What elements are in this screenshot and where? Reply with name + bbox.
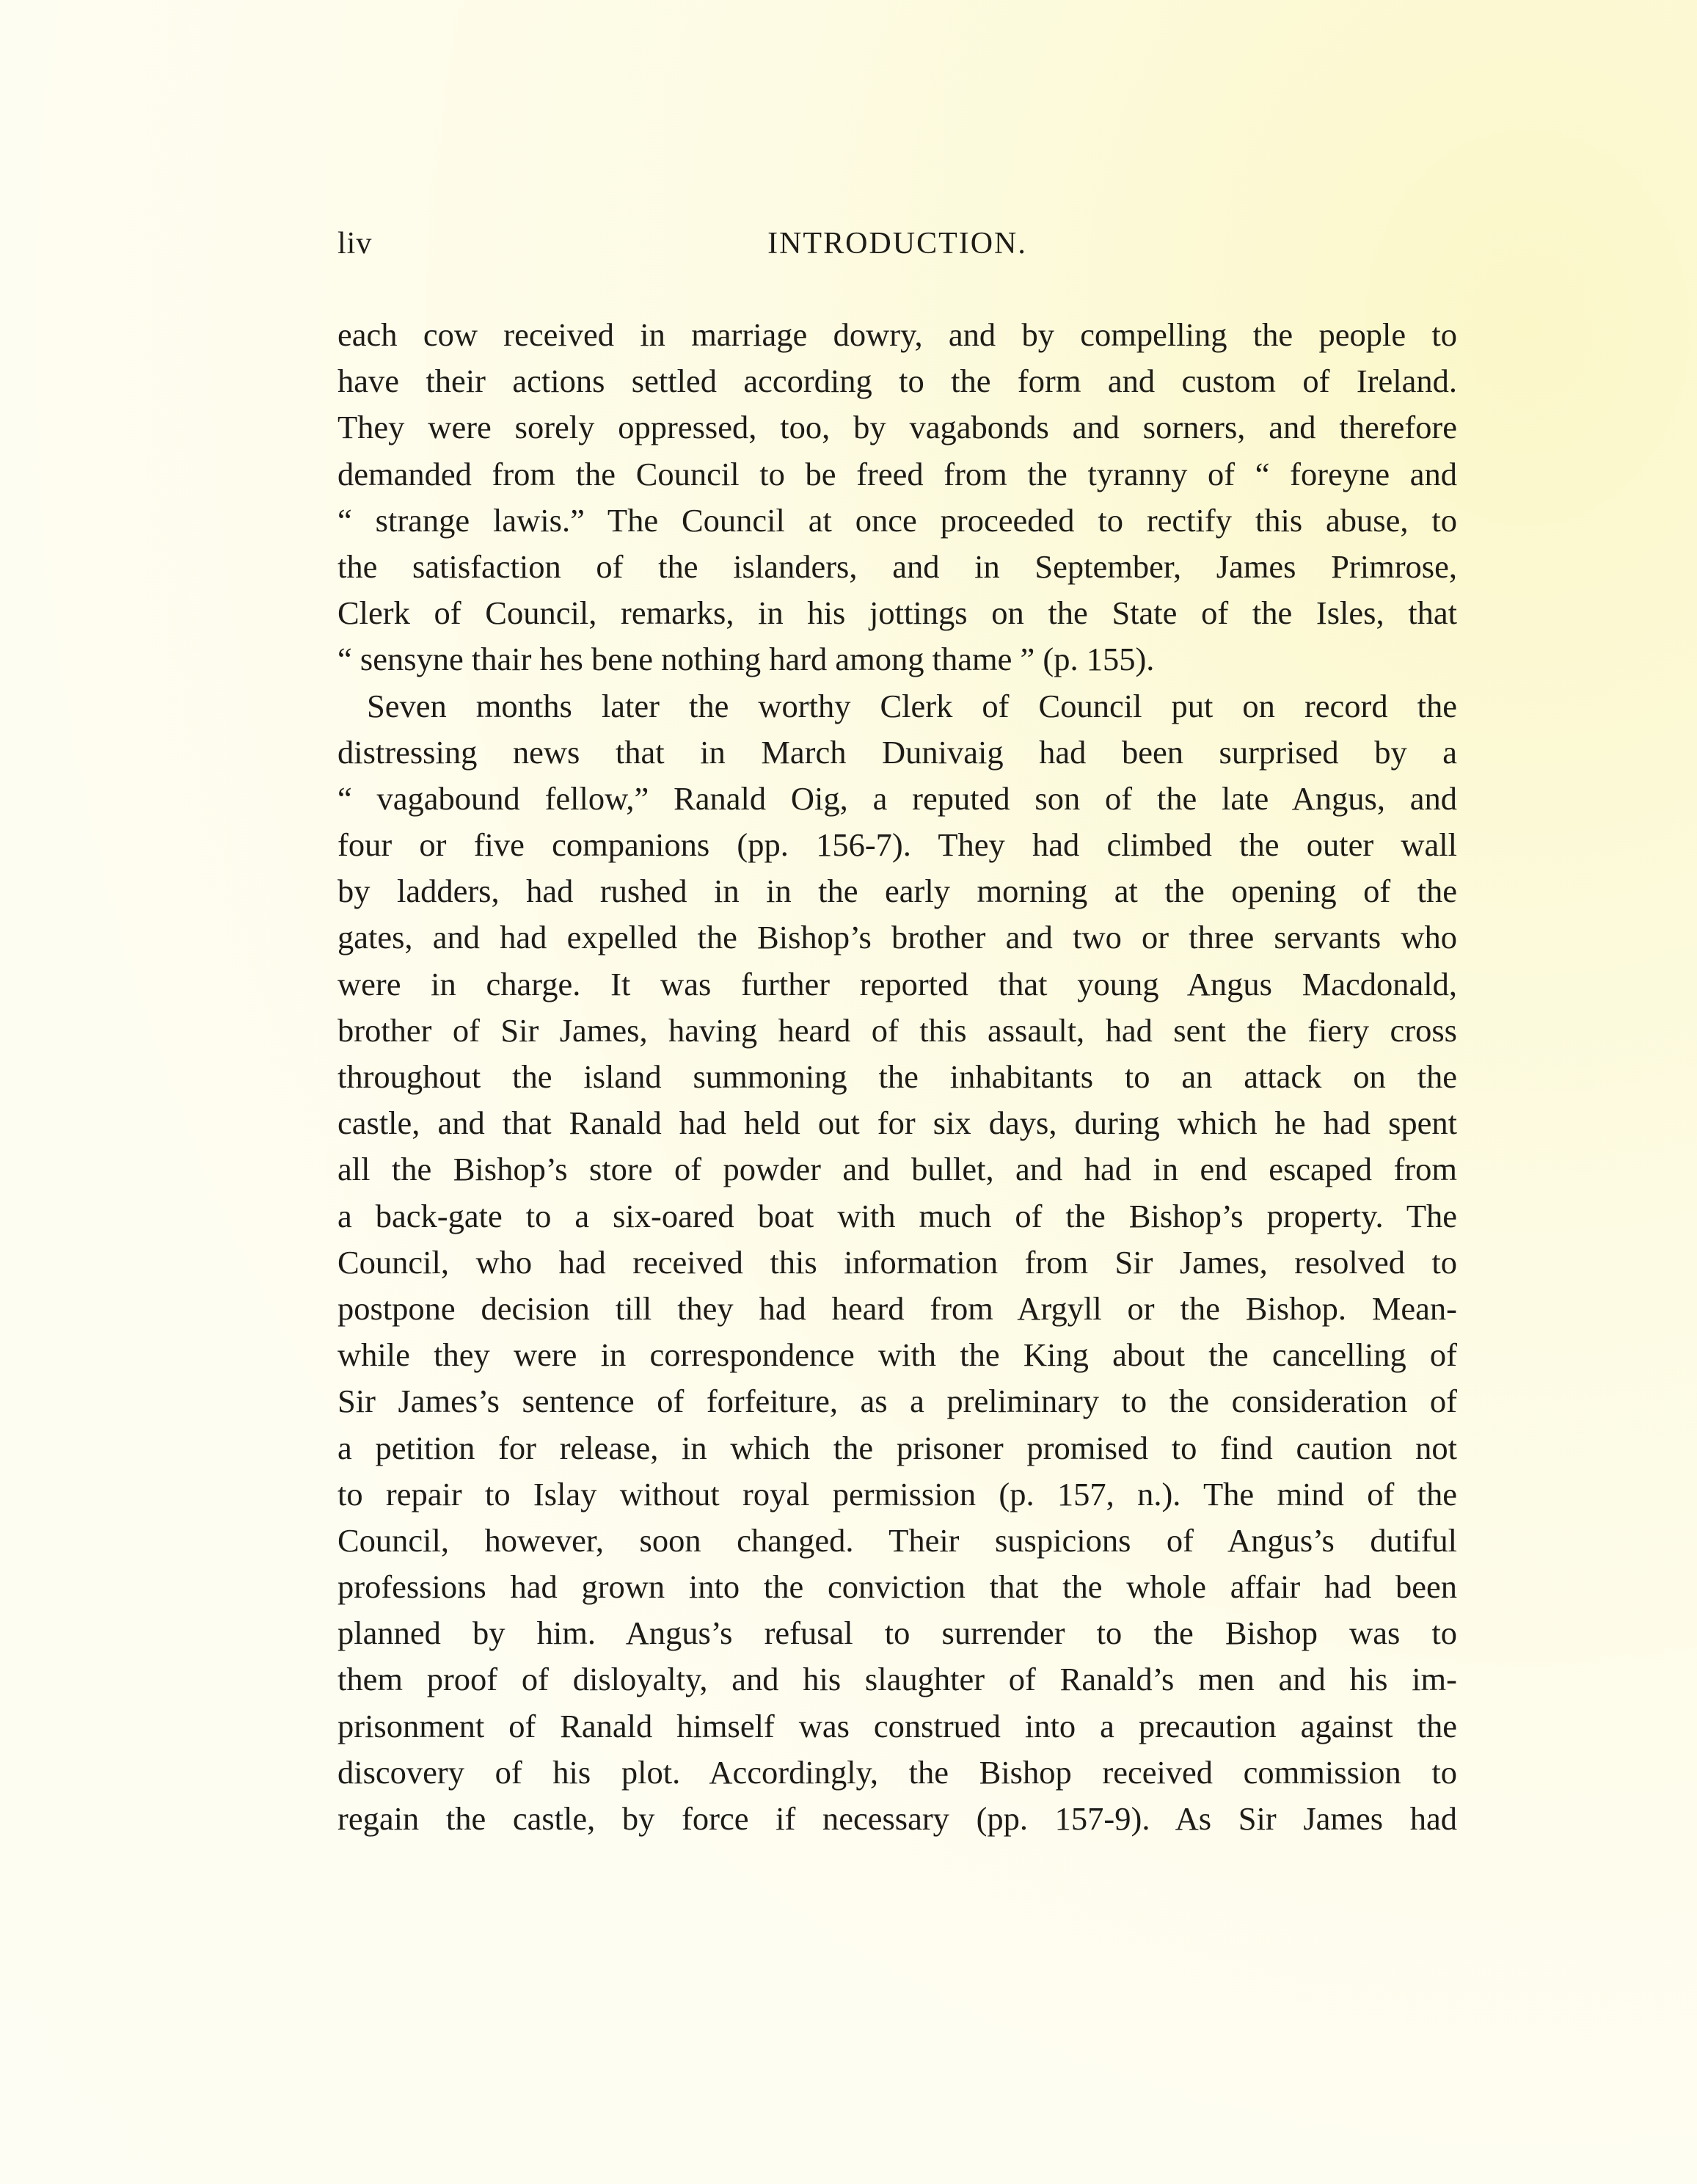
text-line: by ladders, had rushed in in the early morning at the opening of the	[337, 873, 1457, 910]
text-line: “ vagabound fellow,” Ranald Oig, a reputed son of the late Angus, and	[337, 779, 1457, 817]
text-line: “ strange lawis.” The Council at once proceeded to rectify this abuse, to	[337, 501, 1457, 539]
text-line: Sir James’s sentence of forfeiture, as a preliminary to the consideration of	[337, 1383, 1457, 1420]
text-line: distressing news that in March Dunivaig had been surprised by a	[337, 733, 1457, 771]
text-line: them proof of disloyalty, and his slaughter of Ranald’s men and his im-	[337, 1661, 1457, 1698]
text-line: postpone decision till they had heard from Argyll or the Bishop. Mean-	[337, 1289, 1457, 1327]
text-line: prisonment of Ranald himself was construed into a precaution against the	[337, 1707, 1457, 1744]
text-line: discovery of his plot. Accordingly, the Bishop received commission to	[337, 1753, 1457, 1791]
page-number: liv	[337, 227, 373, 261]
text-line: Clerk of Council, remarks, in his jottings on the State of the Isles, that	[337, 594, 1457, 632]
text-line: Council, who had received this information from Sir James, resolved to	[337, 1243, 1457, 1281]
text-line: each cow received in marriage dowry, and by compelling the people to	[337, 316, 1457, 353]
text-line: “ sensyne thair hes bene nothing hard among thame ” (p. 155).	[337, 641, 1155, 678]
text-line: four or five companions (pp. 156-7). They had climbed the outer wall	[337, 826, 1457, 864]
text-line: castle, and that Ranald had held out for six days, during which he had spent	[337, 1104, 1457, 1142]
text-line: They were sorely oppressed, too, by vagabonds and sorners, and therefore	[337, 409, 1457, 446]
text-line: a back-gate to a six-oared boat with much of the Bishop’s property. The	[337, 1197, 1457, 1234]
text-line: a petition for release, in which the prisoner promised to find caution not	[337, 1429, 1457, 1466]
running-head	[337, 226, 1457, 270]
text-line: demanded from the Council to be freed from the tyranny of “ foreyne and	[337, 455, 1457, 492]
body-text	[337, 312, 1457, 1842]
text-line: were in charge. It was further reported that young Angus Macdonald,	[337, 965, 1457, 1002]
text-line: brother of Sir James, having heard of this assault, had sent the fiery cross	[337, 1011, 1457, 1049]
text-line: planned by him. Angus’s refusal to surrender to the Bishop was to	[337, 1615, 1457, 1652]
text-line: have their actions settled according to the form and custom of Ireland.	[337, 363, 1457, 400]
text-line: all the Bishop’s store of powder and bullet, and had in end escaped from	[337, 1151, 1457, 1188]
text-line: the satisfaction of the islanders, and in September, James Primrose,	[337, 547, 1457, 585]
text-line: while they were in correspondence with the King about the cancelling of	[337, 1336, 1457, 1374]
text-line: Seven months later the worthy Clerk of Council put on record the	[367, 687, 1457, 724]
text-line: regain the castle, by force if necessary (pp. 157-9). As Sir James had	[337, 1800, 1457, 1837]
text-line: gates, and had expelled the Bishop’s brother and two or three servants who	[337, 919, 1457, 956]
text-line: throughout the island summoning the inhabitants to an attack on the	[337, 1058, 1457, 1095]
text-line: Council, however, soon changed. Their suspicions of Angus’s dutiful	[337, 1521, 1457, 1559]
text-line: to repair to Islay without royal permission (p. 157, n.). The mind of the	[337, 1475, 1457, 1513]
text-line: professions had grown into the conviction that the whole affair had been	[337, 1568, 1457, 1606]
running-title: INTRODUCTION.	[767, 227, 1027, 261]
